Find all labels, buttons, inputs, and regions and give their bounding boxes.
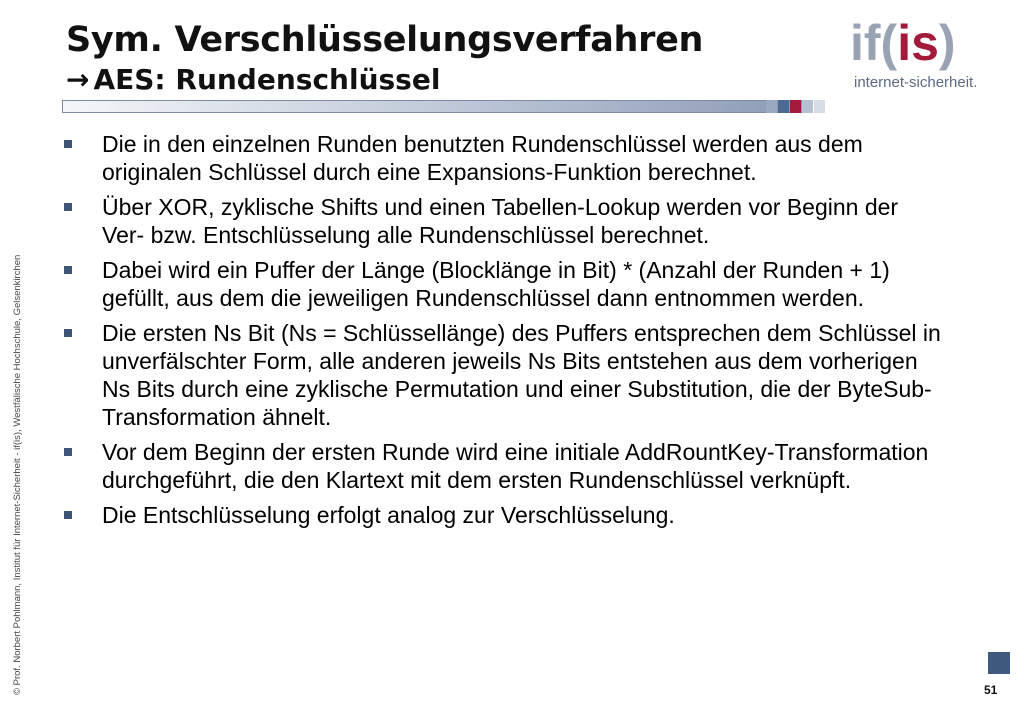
right-arrow-icon: → — [66, 63, 90, 96]
logo-wordmark: if(is) — [850, 15, 956, 71]
title-line-1: Sym. Verschlüsselungsverfahren — [66, 20, 704, 60]
square-bullet-icon — [64, 203, 72, 211]
title-line-2 — [66, 62, 703, 98]
list-item: Über XOR, zyklische Shifts und einen Tabellen-Lookup werden vor Beginn der Ver- bzw. Entschlüsselung alle Rundenschlüssel berechnet. — [62, 193, 942, 249]
logo-subtitle: internet-sicherheit. — [854, 74, 978, 91]
title-divider-bar — [62, 100, 804, 113]
divider-accent-squares — [766, 100, 826, 113]
list-item: Vor dem Beginn der ersten Runde wird eine initiale AddRountKey-Transformation durchgeführt, die den Klartext mit dem ersten Rundenschlüssel verknüpft. — [62, 438, 942, 494]
square-bullet-icon — [64, 140, 72, 148]
list-item: Die in den einzelnen Runden benutzten Rundenschlüssel werden aus dem originalen Schlüssel durch eine Expansions-Funktion berechnet. — [62, 130, 942, 186]
square-bullet-icon — [64, 329, 72, 337]
square-bullet-icon — [64, 266, 72, 274]
bullet-list — [62, 130, 942, 536]
copyright-sidebar: © Prof. Norbert Pohlmann, Institut für Internet-Sicherheit - if(is), Westfälische Hochschule, Gelsenkirchen — [12, 254, 23, 695]
list-item: Die Entschlüsselung erfolgt analog zur Verschlüsselung. — [62, 501, 942, 529]
ifis-logo — [850, 12, 1000, 92]
square-bullet-icon — [64, 448, 72, 456]
subtitle-text: AES: Rundenschlüssel — [93, 63, 441, 96]
slide-title — [66, 18, 703, 98]
list-item: Die ersten Ns Bit (Ns = Schlüssellänge) des Puffers entsprechen dem Schlüssel in unverfälschter Form, alle anderen jeweils Ns Bits entstehen aus dem vorherigen Ns Bits durch eine zyklische Permutation und einer Substitution, die der ByteSub-Transformation ähnelt. — [62, 319, 942, 431]
page-number: 51 — [984, 683, 998, 697]
corner-square-icon — [988, 652, 1010, 674]
square-bullet-icon — [64, 511, 72, 519]
list-item: Dabei wird ein Puffer der Länge (Blocklänge in Bit) * (Anzahl der Runden + 1) gefüllt, aus dem die jeweiligen Rundenschlüssel dann entnommen werden. — [62, 256, 942, 312]
